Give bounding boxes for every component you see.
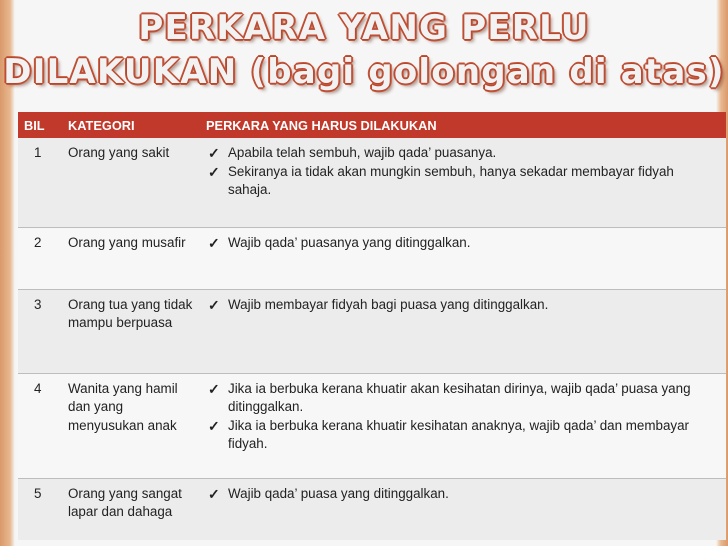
list-item: ✓ Wajib qada’ puasa yang ditinggalkan. xyxy=(208,485,449,502)
list-item: ✓ Wajib membayar fidyah bagi puasa yang ditinggalkan. xyxy=(208,296,549,313)
checkmark-icon: ✓ xyxy=(208,145,220,161)
fasting-table xyxy=(18,112,726,540)
checkmark-icon: ✓ xyxy=(208,163,220,180)
action-list xyxy=(206,234,720,253)
row-kategori: Wanita yang hamil dan yang menyusukan anak xyxy=(62,373,200,478)
checkmark-icon: ✓ xyxy=(208,485,220,502)
table-row xyxy=(18,373,726,478)
row-kategori: Orang yang musafir xyxy=(62,227,200,289)
slide-title xyxy=(0,6,728,94)
checkmark-icon: ✓ xyxy=(208,296,220,313)
list-item: ✓ Wajib qada’ puasanya yang ditinggalkan. xyxy=(208,234,471,251)
header-bil: BIL xyxy=(18,112,62,138)
table-row xyxy=(18,138,726,227)
row-perkara xyxy=(200,478,726,540)
row-perkara xyxy=(200,373,726,478)
checkmark-icon: ✓ xyxy=(208,234,220,251)
table-row xyxy=(18,227,726,289)
row-kategori: Orang yang sakit xyxy=(62,138,200,227)
checkmark-icon: ✓ xyxy=(208,380,220,397)
row-bil: 2 xyxy=(18,227,62,289)
row-perkara xyxy=(200,289,726,373)
list-item: ✓ Jika ia berbuka kerana khuatir kesihatan anaknya, wajib qada’ dan membayar fidyah. xyxy=(208,417,690,451)
row-bil: 5 xyxy=(18,478,62,540)
row-bil: 3 xyxy=(18,289,62,373)
table-row xyxy=(18,289,726,373)
row-bil: 4 xyxy=(18,373,62,478)
list-item: ✓ Sekiranya ia tidak akan mungkin sembuh, hanya sekadar membayar fidyah sahaja. xyxy=(208,163,674,197)
action-list xyxy=(206,380,720,454)
row-perkara xyxy=(200,227,726,289)
checkmark-icon: ✓ xyxy=(208,417,220,434)
table-row xyxy=(18,478,726,540)
row-kategori: Orang tua yang tidak mampu berpuasa xyxy=(62,289,200,373)
action-list xyxy=(206,485,720,504)
row-bil: 1 xyxy=(18,138,62,227)
header-perkara: PERKARA YANG HARUS DILAKUKAN xyxy=(200,112,726,138)
action-list xyxy=(206,144,720,200)
list-item: ✓ Jika ia berbuka kerana khuatir akan kesihatan dirinya, wajib qada’ puasa yang ditinggalkan. xyxy=(208,380,691,414)
list-item: ✓ Apabila telah sembuh, wajib qada’ puasanya. xyxy=(208,145,497,161)
title-line-2: DILAKUKAN (bagi golongan di atas) xyxy=(3,52,725,92)
action-list xyxy=(206,296,720,315)
table-header-row xyxy=(18,112,726,138)
row-kategori: Orang yang sangat lapar dan dahaga xyxy=(62,478,200,540)
title-line-1: PERKARA YANG PERLU xyxy=(138,8,590,48)
row-perkara xyxy=(200,138,726,227)
header-kategori: KATEGORI xyxy=(62,112,200,138)
